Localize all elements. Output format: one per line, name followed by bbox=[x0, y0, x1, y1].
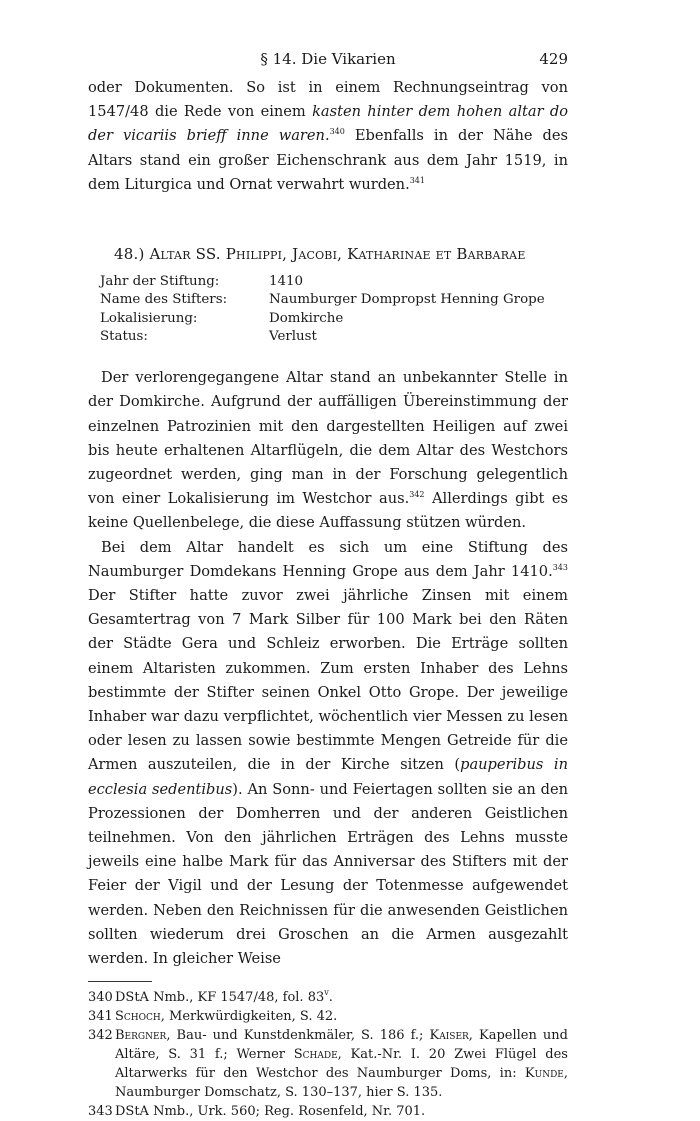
folio-verso: v bbox=[324, 988, 329, 998]
author-name: Kunde bbox=[524, 1066, 564, 1082]
paragraph-text: Der verlorengegangene Altar stand an unbekannter Stelle in der Domkirche. Aufgrund der auffälligen Übereinstimmung der einzelnen Patrozinien mit den dargestellten Heiligen auf zwei bis heute erhaltenen Altarflügeln, die dem Altar des Westchors zugeordnet werden, ging man in der Forschung gelegentlich von einer Lokalisierung im Westchor aus. bbox=[88, 369, 568, 508]
footnote-body: , Merkwürdigkeiten, S. 42. bbox=[160, 1009, 338, 1025]
footnote-separator bbox=[88, 981, 152, 982]
footnote-body: DStA Nmb., KF 1547/48, fol. 83 bbox=[115, 990, 325, 1006]
latin-quote: pauperibus in ecclesia sedentibus bbox=[88, 756, 568, 798]
running-title: § 14. Die Vikarien bbox=[260, 50, 396, 68]
info-value: Domkirche bbox=[269, 310, 344, 326]
info-row bbox=[100, 291, 568, 309]
info-label: Lokalisierung: bbox=[100, 310, 198, 326]
body-paragraph-1 bbox=[88, 366, 568, 535]
author-name: Schade bbox=[293, 1047, 338, 1063]
info-row bbox=[100, 328, 568, 346]
footnote-341 bbox=[88, 1007, 568, 1026]
footnote-342 bbox=[88, 1026, 568, 1102]
footnote-text bbox=[115, 988, 568, 1007]
paragraph-text: Allerdings gibt es keine Quellenbelege, die diese Auffassung stützen würden. bbox=[88, 490, 568, 532]
footnote-end: . bbox=[328, 990, 333, 1006]
author-name: Kaiser bbox=[429, 1028, 469, 1044]
info-label: Jahr der Stiftung: bbox=[100, 274, 220, 290]
footnote-340 bbox=[88, 988, 568, 1007]
footnote-number: 342 bbox=[88, 1028, 113, 1044]
section-title: Altar SS. Philippi, Jacobi, Katharinae et Barbarae bbox=[149, 245, 526, 264]
info-value: Verlust bbox=[269, 328, 317, 344]
footnote-ref-341[interactable]: 341 bbox=[409, 175, 425, 185]
footnote-ref-340[interactable]: 340 bbox=[329, 127, 345, 137]
footnote-text bbox=[115, 1007, 568, 1026]
author-name: Bergner bbox=[115, 1028, 167, 1044]
footnote-body: , Naumburger Domschatz, S. 130–137, hier S. 135. bbox=[115, 1066, 568, 1101]
intro-text-continued: Ebenfalls in der Nähe des Altars stand ein großer Eichenschrank aus dem Jahr 1519, in dem Liturgica und Ornat verwahrt wurden. bbox=[88, 127, 568, 193]
info-value: 1410 bbox=[269, 274, 304, 290]
footnote-number: 341 bbox=[88, 1009, 113, 1025]
footnote-number: 340 bbox=[88, 990, 113, 1006]
info-row bbox=[100, 273, 568, 291]
info-row bbox=[100, 310, 568, 328]
intro-text: oder Dokumenten. So ist in einem Rechnungseintrag von 1547/48 die Rede von einem bbox=[88, 79, 568, 121]
footnote-343 bbox=[88, 1102, 568, 1121]
author-name: Schoch bbox=[115, 1009, 161, 1025]
info-value: Naumburger Dompropst Henning Grope bbox=[269, 292, 545, 308]
body-paragraph-2 bbox=[88, 536, 568, 972]
footnote-ref-343[interactable]: 343 bbox=[552, 562, 568, 572]
footnotes bbox=[88, 988, 568, 1121]
paragraph-text: Bei dem Altar handelt es sich um eine Stiftung des Naumburger Domdekans Henning Grope aus dem Jahr 1410. bbox=[88, 538, 568, 580]
book-page bbox=[88, 50, 568, 1121]
paragraph-text: ). An Sonn- und Feiertagen sollten sie an den Prozessionen der Domherren und der anderen Geistlichen teilnehmen. Von den jährlichen Erträgen des Lehns musste jeweils eine halbe Mark für das Anniversar des Stifters mit der Feier der Vigil und der Lesung der Totenmesse aufgewendet werden. Neben den Reichnissen für die anwesenden Geistlichen sollten wiederum drei Groschen an die Armen ausgezahlt werden. In gleicher Weise bbox=[88, 780, 568, 968]
info-label: Status: bbox=[100, 328, 148, 344]
footnote-text bbox=[115, 1026, 568, 1102]
page-number: 429 bbox=[539, 50, 568, 68]
altar-info-table bbox=[100, 273, 568, 346]
footnote-number: 343 bbox=[88, 1104, 113, 1120]
section-number: 48.) bbox=[114, 245, 145, 264]
footnote-ref-342[interactable]: 342 bbox=[409, 490, 425, 500]
footnote-text: DStA Nmb., Urk. 560; Reg. Rosenfeld, Nr. 701. bbox=[115, 1104, 426, 1120]
intro-quote: kasten hinter dem hohen altar do der vicariis brieff inne waren. bbox=[88, 103, 568, 145]
paragraph-text: Der Stifter hatte zuvor zwei jährliche Zinsen mit einem Gesamtertrag von 7 Mark Silber für 100 Mark bei den Räten der Städte Gera und Schleiz erworben. Die Erträge sollten einem Altaristen zukommen. Zum ersten Inhaber des Lehns bestimmte der Stifter seinen Onkel Otto Grope. Der jeweilige Inhaber war dazu verpflichtet, wöchentlich vier Messen zu lesen oder lesen zu lassen sowie bestimmte Mengen Getreide für die Armen auszuteilen, die in der Kirche sitzen ( bbox=[88, 587, 568, 774]
footnote-body: , Bau- und Kunstdenkmäler, S. 186 f.; bbox=[166, 1028, 430, 1044]
page-header bbox=[88, 50, 568, 76]
section-heading bbox=[114, 243, 568, 265]
footnote-body: , Kapellen und Altäre, S. 31 f.; Werner bbox=[115, 1028, 568, 1063]
info-label: Name des Stifters: bbox=[100, 292, 228, 308]
intro-paragraph bbox=[88, 76, 568, 197]
footnote-body: , Kat.-Nr. I. 20 Zwei Flügel des Altarwerks für den Westchor des Naumburger Doms, in: bbox=[115, 1047, 568, 1082]
